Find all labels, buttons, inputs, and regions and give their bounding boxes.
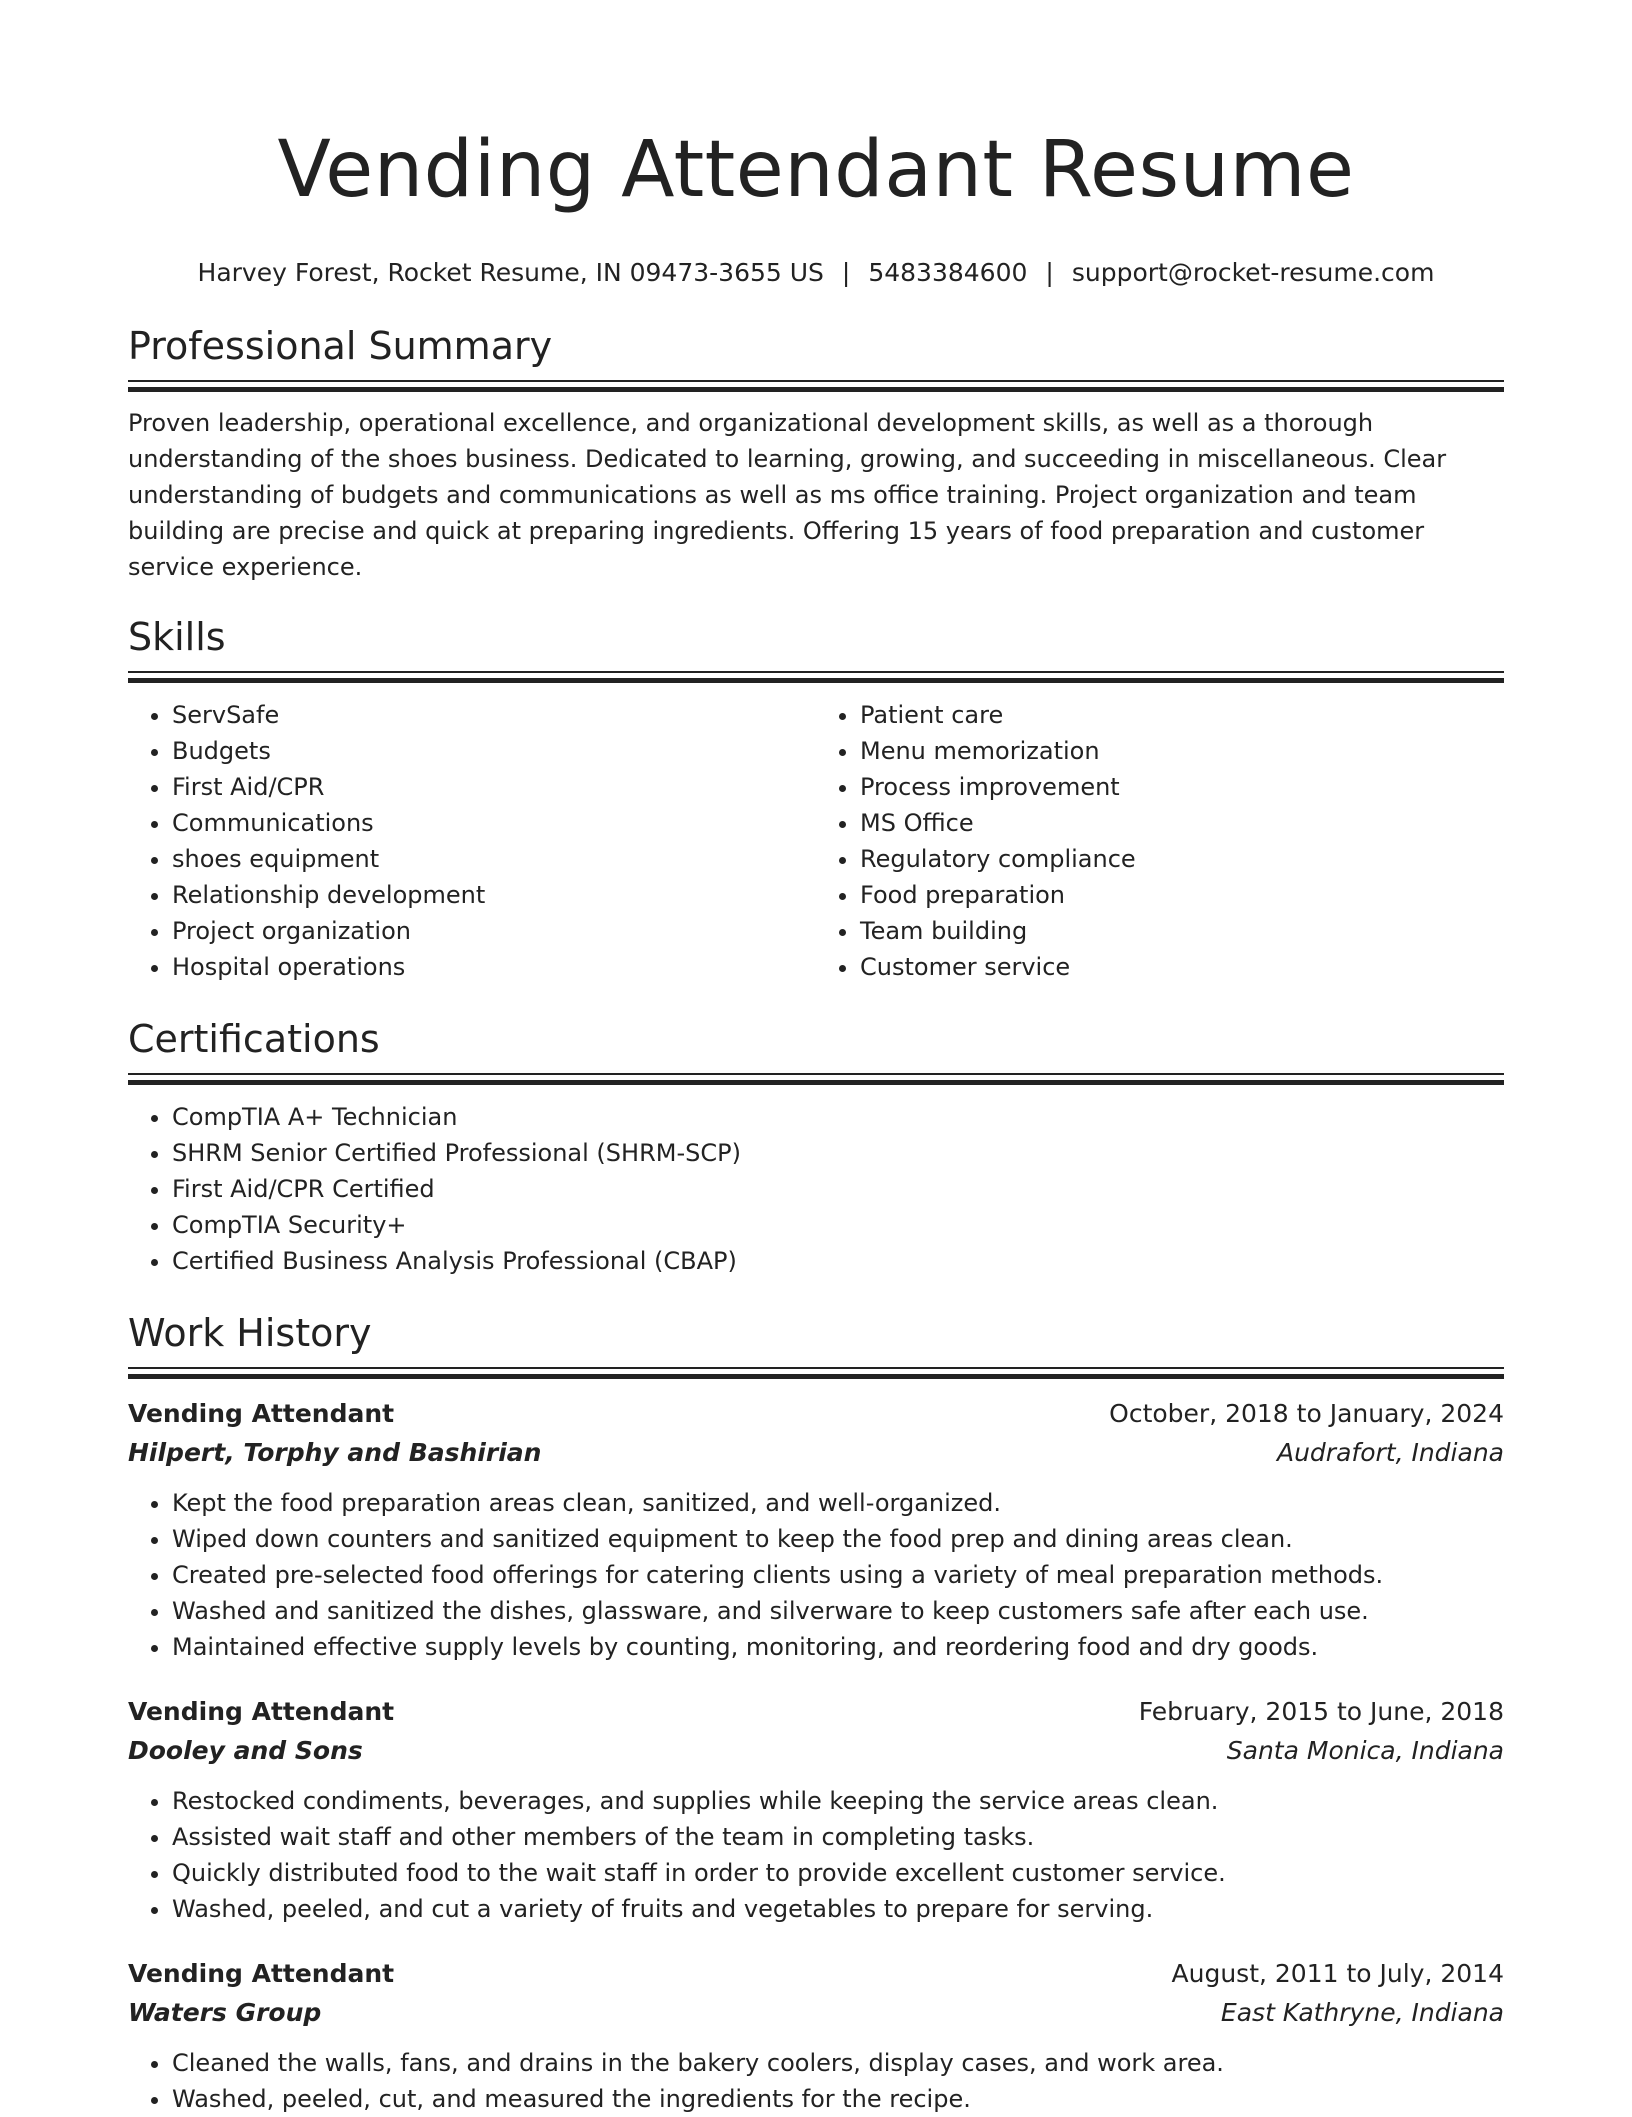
job-duty: • Wiped down counters and sanitized equipment to keep the food prep and dining areas clean. [172, 1521, 1504, 1557]
job-duty: • Washed, peeled, cut, and measured the ingredients for the recipe. [172, 2081, 1504, 2117]
certification-item: • CompTIA A+ Technician [172, 1099, 1504, 1135]
job-duties-list [128, 1783, 1504, 1927]
contact-separator: | [841, 258, 851, 287]
skill-item: • Regulatory compliance [860, 841, 1504, 877]
skill-item: • Communications [172, 805, 816, 841]
skills-columns [128, 697, 1504, 985]
skill-item: • Budgets [172, 733, 816, 769]
job-duties-list [128, 2045, 1504, 2117]
skills-list-left [128, 697, 816, 985]
certification-item: • First Aid/CPR Certified [172, 1171, 1504, 1207]
summary-section [128, 322, 1504, 585]
job-location: Santa Monica, Indiana [1226, 1736, 1504, 1765]
skills-heading: Skills [128, 615, 226, 659]
job-header [128, 1395, 1504, 1433]
certification-item: • CompTIA Security+ [172, 1207, 1504, 1243]
job-duty: • Quickly distributed food to the wait staff in order to provide excellent customer service. [172, 1855, 1504, 1891]
job-dates: October, 2018 to January, 2024 [1109, 1399, 1504, 1428]
certification-item: • SHRM Senior Certified Professional (SHRM-SCP) [172, 1135, 1504, 1171]
skill-item: • Project organization [172, 913, 816, 949]
job-entry [128, 1395, 1504, 1665]
contact-phone: 5483384600 [868, 258, 1028, 287]
contact-address: Harvey Forest, Rocket Resume, IN 09473-3655 US [197, 258, 824, 287]
job-duty: • Created pre-selected food offerings for catering clients using a variety of meal preparation methods. [172, 1557, 1504, 1593]
job-duty: • Cleaned the walls, fans, and drains in the bakery coolers, display cases, and work area. [172, 2045, 1504, 2081]
contact-line [128, 257, 1504, 289]
job-duties-list [128, 1485, 1504, 1665]
job-company: Waters Group [128, 1998, 322, 2027]
skill-item: • Team building [860, 913, 1504, 949]
job-duty: • Maintained effective supply levels by counting, monitoring, and reordering food and dry goods. [172, 1629, 1504, 1665]
job-title: Vending Attendant [128, 1959, 395, 1988]
skill-item: • Patient care [860, 697, 1504, 733]
job-subheader [128, 1993, 1504, 2033]
job-duty: • Washed, peeled, and cut a variety of fruits and vegetables to prepare for serving. [172, 1891, 1504, 1927]
skill-item: • ServSafe [172, 697, 816, 733]
job-subheader [128, 1731, 1504, 1771]
skill-item: • Menu memorization [860, 733, 1504, 769]
section-divider [128, 380, 1504, 392]
skills-section [128, 613, 1504, 985]
skill-item: • Food preparation [860, 877, 1504, 913]
work-history-section [128, 1309, 1504, 2117]
summary-text: Proven leadership, operational excellence, and organizational development skills, as well as a thorough understanding of the shoes business. Dedicated to learning, growing, and succeeding in miscellaneous. Clear understanding of budgets and communications as well as ms office training. Project organization and team building are precise and quick at preparing ingredients. Offering 15 years of food preparation and customer service experience. [128, 409, 1447, 581]
skills-list-right [816, 697, 1504, 985]
job-title: Vending Attendant [128, 1399, 395, 1428]
skill-item: • Hospital operations [172, 949, 816, 985]
job-title: Vending Attendant [128, 1697, 395, 1726]
job-location: East Kathryne, Indiana [1220, 1998, 1504, 2027]
contact-email[interactable]: support@rocket-resume.com [1071, 258, 1435, 287]
skill-item: • shoes equipment [172, 841, 816, 877]
job-duty: • Restocked condiments, beverages, and supplies while keeping the service areas clean. [172, 1783, 1504, 1819]
job-duty: • Assisted wait staff and other members of the team in completing tasks. [172, 1819, 1504, 1855]
job-duty: • Washed and sanitized the dishes, glassware, and silverware to keep customers safe after each use. [172, 1593, 1504, 1629]
certification-item: • Certified Business Analysis Professional (CBAP) [172, 1243, 1504, 1279]
job-dates: February, 2015 to June, 2018 [1138, 1697, 1504, 1726]
job-subheader [128, 1433, 1504, 1473]
skill-item: • First Aid/CPR [172, 769, 816, 805]
job-company: Hilpert, Torphy and Bashirian [128, 1438, 542, 1467]
job-duty: • Kept the food preparation areas clean, sanitized, and well-organized. [172, 1485, 1504, 1521]
certifications-heading: Certifications [128, 1017, 380, 1061]
job-entry [128, 1693, 1504, 1927]
skill-item: • Relationship development [172, 877, 816, 913]
summary-heading: Professional Summary [128, 324, 553, 368]
skill-item: • Customer service [860, 949, 1504, 985]
job-dates: August, 2011 to July, 2014 [1171, 1959, 1504, 1988]
skill-item: • Process improvement [860, 769, 1504, 805]
resume-title: Vending Attendant Resume [277, 125, 1355, 215]
work-history-heading: Work History [128, 1311, 372, 1355]
job-header [128, 1693, 1504, 1731]
job-header [128, 1955, 1504, 1993]
certifications-list [128, 1099, 1504, 1279]
section-divider [128, 1367, 1504, 1379]
certifications-section [128, 1015, 1504, 1279]
job-entry [128, 1955, 1504, 2117]
job-location: Audrafort, Indiana [1276, 1438, 1504, 1467]
skill-item: • MS Office [860, 805, 1504, 841]
section-divider [128, 671, 1504, 683]
section-divider [128, 1073, 1504, 1085]
contact-separator: | [1045, 258, 1054, 287]
job-company: Dooley and Sons [128, 1736, 363, 1765]
